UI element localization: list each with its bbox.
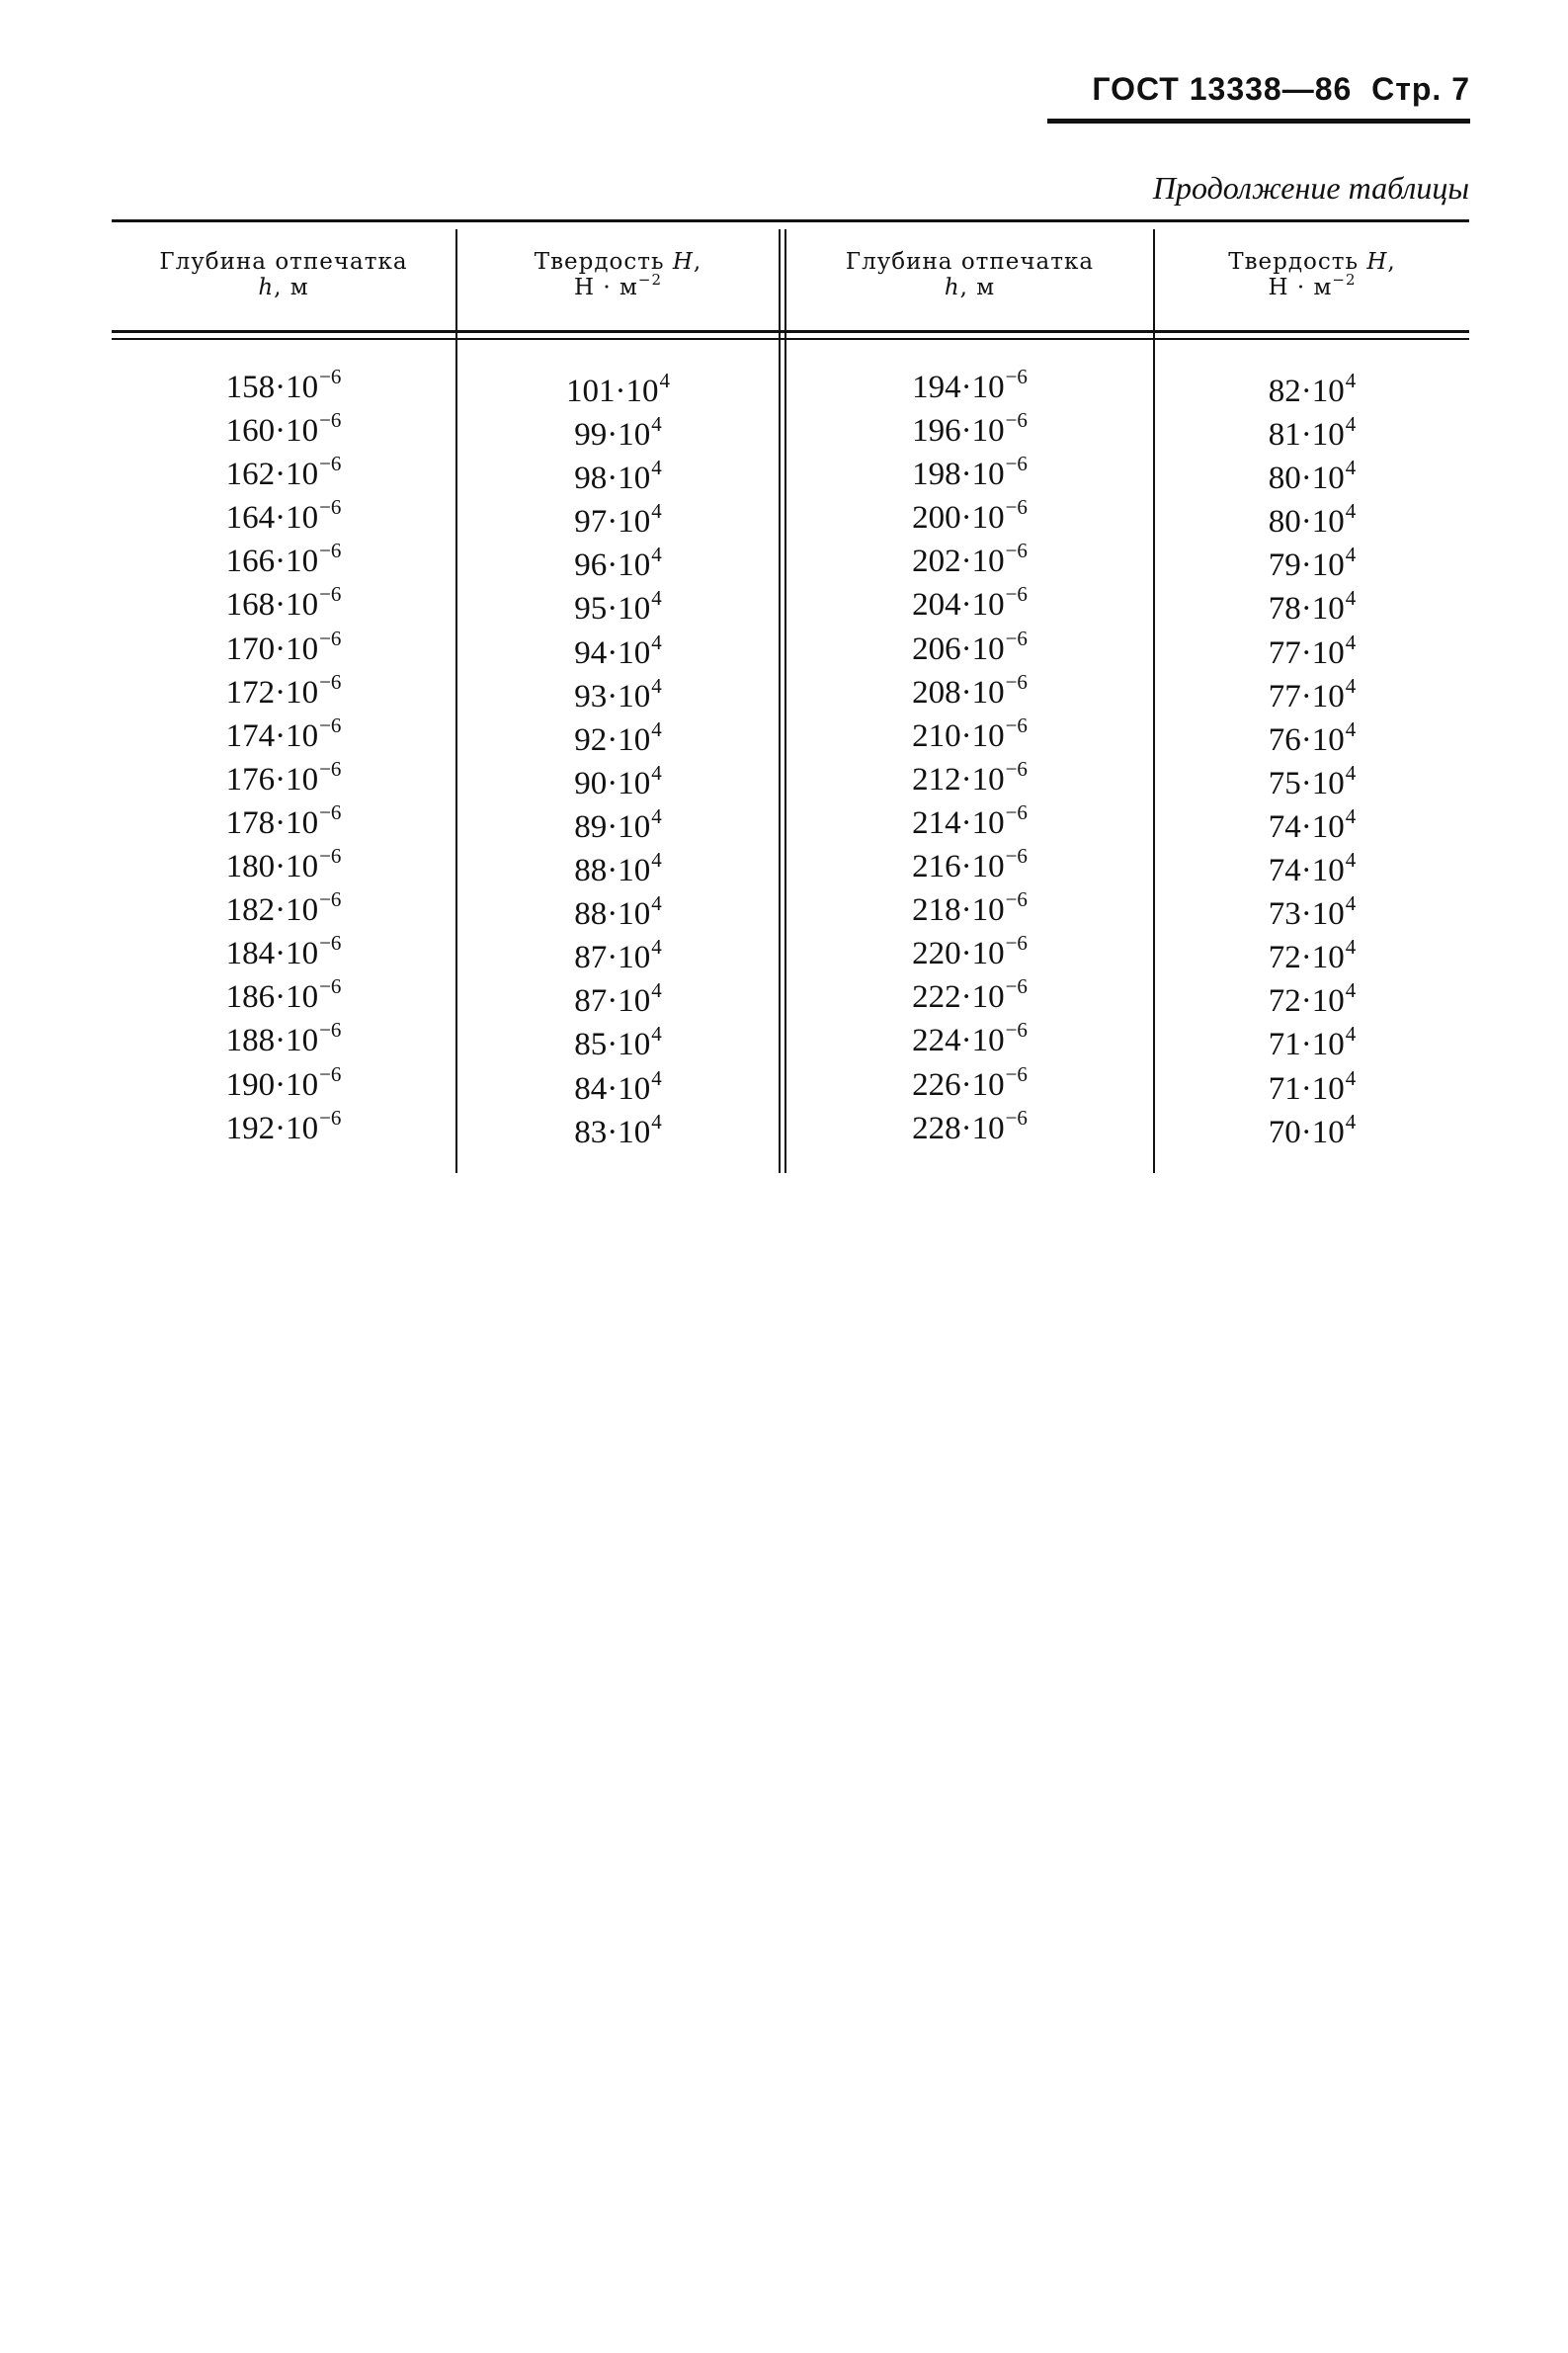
depth-cell: $222\cdot 10^{-6}$ (912, 974, 1028, 1016)
hardness-cell: $87\cdot 10^4$ (574, 935, 662, 976)
depth-cell: $186\cdot 10^{-6}$ (225, 974, 342, 1016)
depth-cell: $160\cdot 10^{-6}$ (225, 408, 342, 450)
depth-cell: $212\cdot 10^{-6}$ (912, 756, 1028, 798)
hardness-cell: $79\cdot 10^4$ (1268, 543, 1357, 584)
hardness-cell: $94\cdot 10^4$ (574, 630, 662, 671)
header-text (1092, 71, 1470, 108)
hardness-cell: $71\cdot 10^4$ (1268, 1022, 1357, 1063)
hardness-cell: $74\cdot 10^4$ (1268, 848, 1357, 889)
depth-cell: $168\cdot 10^{-6}$ (225, 582, 342, 624)
hardness-cell: $95\cdot 10^4$ (574, 586, 662, 628)
hardness-cell: $76\cdot 10^4$ (1268, 716, 1357, 758)
hardness-cell: $82\cdot 10^4$ (1268, 369, 1357, 409)
hardness-cell: $81\cdot 10^4$ (1268, 412, 1357, 454)
hardness-cell: $72\cdot 10^4$ (1268, 978, 1357, 1020)
depth-cell: $226\cdot 10^{-6}$ (912, 1061, 1028, 1103)
hardness-cell: $84\cdot 10^4$ (574, 1065, 662, 1107)
header-rule (1047, 119, 1470, 124)
column-divider-double-left (779, 229, 781, 1173)
depth-cell: $214\cdot 10^{-6}$ (912, 799, 1028, 841)
page-label: Стр. 7 (1371, 71, 1470, 107)
depth-cell: $218\cdot 10^{-6}$ (912, 887, 1028, 929)
column-depth-left (112, 366, 455, 1150)
depth-cell: $180\cdot 10^{-6}$ (225, 844, 342, 885)
hardness-cell: $92\cdot 10^4$ (574, 716, 662, 758)
column-header-unit: h, м (258, 275, 309, 300)
hardness-cell: $78\cdot 10^4$ (1268, 586, 1357, 628)
depth-cell: $196\cdot 10^{-6}$ (912, 408, 1028, 450)
depth-cell: $204\cdot 10^{-6}$ (912, 582, 1028, 624)
depth-cell: $210\cdot 10^{-6}$ (912, 713, 1028, 754)
depth-cell: $164\cdot 10^{-6}$ (225, 495, 342, 537)
hardness-cell: $71\cdot 10^4$ (1268, 1065, 1357, 1107)
doc-id: ГОСТ 13338—86 (1092, 71, 1353, 107)
depth-cell: $206\cdot 10^{-6}$ (912, 626, 1028, 667)
hardness-cell: $77\cdot 10^4$ (1268, 673, 1357, 714)
depth-cell: $192\cdot 10^{-6}$ (225, 1105, 342, 1146)
column-header-hardness (457, 249, 779, 328)
column-header-title: Твердость H, (534, 249, 702, 275)
hardness-cell: $97\cdot 10^4$ (574, 499, 662, 541)
hardness-cell: $85\cdot 10^4$ (574, 1022, 662, 1063)
depth-cell: $198\cdot 10^{-6}$ (912, 452, 1028, 493)
hardness-cell: $99\cdot 10^4$ (574, 412, 662, 454)
column-header-title: Твердость H, (1228, 249, 1396, 275)
depth-cell: $188\cdot 10^{-6}$ (225, 1018, 342, 1059)
depth-cell: $216\cdot 10^{-6}$ (912, 844, 1028, 885)
hardness-cell: $80\cdot 10^4$ (1268, 499, 1357, 541)
hardness-cell: $75\cdot 10^4$ (1268, 760, 1357, 801)
depth-cell: $208\cdot 10^{-6}$ (912, 669, 1028, 711)
page-header (1047, 71, 1470, 121)
depth-cell: $200\cdot 10^{-6}$ (912, 495, 1028, 537)
depth-cell: $224\cdot 10^{-6}$ (912, 1018, 1028, 1059)
hardness-cell: $72\cdot 10^4$ (1268, 935, 1357, 976)
hardness-cell: $83\cdot 10^4$ (574, 1109, 662, 1150)
hardness-cell: $73\cdot 10^4$ (1268, 891, 1357, 933)
depth-cell: $178\cdot 10^{-6}$ (225, 799, 342, 841)
depth-cell: $174\cdot 10^{-6}$ (225, 713, 342, 754)
hardness-cell: $93\cdot 10^4$ (574, 673, 662, 714)
column-header-title: Глубина отпечатка (159, 249, 408, 275)
depth-cell: $184\cdot 10^{-6}$ (225, 931, 342, 972)
hardness-cell: $89\cdot 10^4$ (574, 803, 662, 845)
hardness-table (112, 219, 1469, 1183)
column-hardness-right (1155, 366, 1469, 1150)
column-header-depth (786, 249, 1153, 328)
table-caption: Продолжение таблицы (1152, 170, 1469, 206)
table-top-rule (112, 219, 1469, 222)
depth-cell: $172\cdot 10^{-6}$ (225, 669, 342, 711)
column-depth-right (786, 366, 1153, 1150)
column-header-title: Глубина отпечатка (845, 249, 1095, 275)
hardness-cell: $74\cdot 10^4$ (1268, 803, 1357, 845)
hardness-cell: $87\cdot 10^4$ (574, 978, 662, 1020)
depth-cell: $166\cdot 10^{-6}$ (225, 539, 342, 580)
hardness-cell: $77\cdot 10^4$ (1268, 630, 1357, 671)
column-header-hardness (1155, 249, 1469, 328)
hardness-cell: $80\cdot 10^4$ (1268, 456, 1357, 497)
depth-cell: $170\cdot 10^{-6}$ (225, 626, 342, 667)
depth-cell: $162\cdot 10^{-6}$ (225, 452, 342, 493)
depth-cell: $202\cdot 10^{-6}$ (912, 539, 1028, 580)
depth-cell: $158\cdot 10^{-6}$ (225, 365, 342, 405)
header-bottom-rule (112, 330, 1469, 333)
depth-cell: $194\cdot 10^{-6}$ (912, 365, 1028, 405)
hardness-cell: $88\cdot 10^4$ (574, 891, 662, 933)
hardness-cell: $70\cdot 10^4$ (1268, 1109, 1357, 1150)
header-bottom-rule-second (112, 338, 1469, 340)
column-header-unit: h, м (944, 275, 996, 300)
depth-cell: $190\cdot 10^{-6}$ (225, 1061, 342, 1103)
column-header-unit: $Н \cdot м^{-2}$ (573, 271, 662, 300)
depth-cell: $228\cdot 10^{-6}$ (912, 1105, 1028, 1146)
hardness-cell: $101\cdot 10^4$ (566, 369, 670, 409)
hardness-cell: $96\cdot 10^4$ (574, 543, 662, 584)
hardness-cell: $98\cdot 10^4$ (574, 456, 662, 497)
hardness-cell: $88\cdot 10^4$ (574, 848, 662, 889)
column-header-unit: $Н \cdot м^{-2}$ (1268, 271, 1357, 300)
column-hardness-left (457, 366, 779, 1150)
column-header-depth (112, 249, 455, 328)
hardness-cell: $90\cdot 10^4$ (574, 760, 662, 801)
depth-cell: $176\cdot 10^{-6}$ (225, 756, 342, 798)
depth-cell: $220\cdot 10^{-6}$ (912, 931, 1028, 972)
depth-cell: $182\cdot 10^{-6}$ (225, 887, 342, 929)
